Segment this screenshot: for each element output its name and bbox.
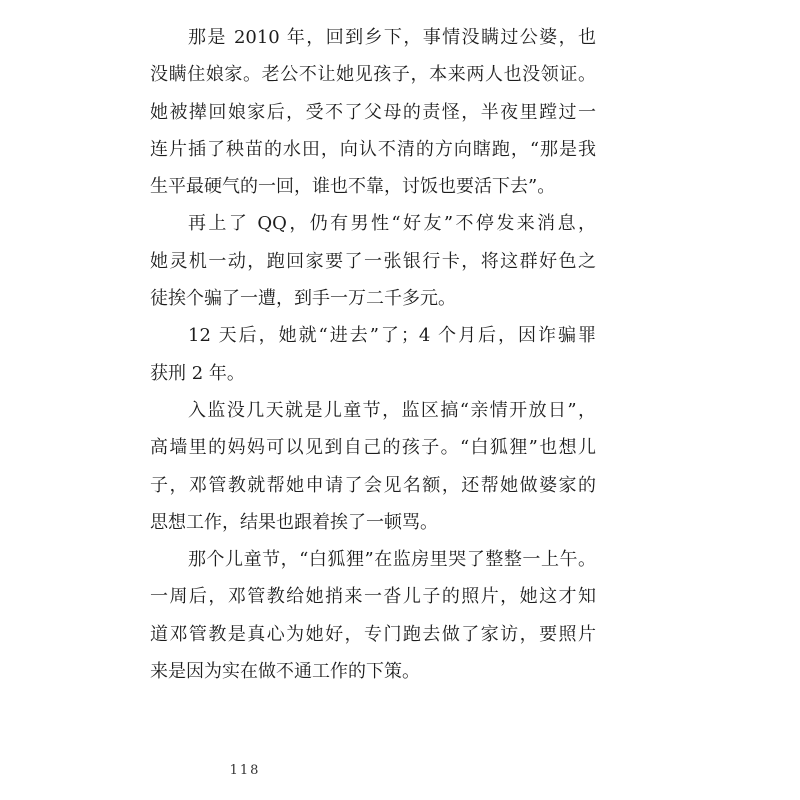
text-line: 一周后，邓管教给她捎来一沓儿子的照片，她这才知 xyxy=(150,586,596,608)
text-line: 生平最硬气的一回，谁也不靠，讨饭也要活下去”。 xyxy=(150,176,556,198)
text-line: 思想工作，结果也跟着挨了一顿骂。 xyxy=(150,511,438,533)
paragraph xyxy=(150,392,596,541)
text-line: 获刑 2 年。 xyxy=(150,362,245,384)
text-line: 徒挨个骗了一遭，到手一万二千多元。 xyxy=(150,288,456,310)
paragraph xyxy=(150,317,596,392)
text-line: 来是因为实在做不通工作的下策。 xyxy=(150,661,420,683)
paragraph xyxy=(150,205,596,317)
text-line: 她被撵回娘家后，受不了父母的责怪，半夜里蹚过一 xyxy=(150,101,596,123)
text-line: 再上了 QQ，仍有男性“好友”不停发来消息， xyxy=(188,213,596,235)
text-line: 入监没几天就是儿童节，监区搞“亲情开放日”， xyxy=(188,399,596,421)
page-number: 118 xyxy=(229,763,261,778)
text-line: 子，邓管教就帮她申请了会见名额，还帮她做婆家的 xyxy=(150,474,596,496)
text-line: 12 天后，她就“进去”了；4 个月后，因诈骗罪 xyxy=(188,325,596,347)
text-line: 连片插了秧苗的水田，向认不清的方向瞎跑，“那是我 xyxy=(150,138,596,160)
text-line: 高墙里的妈妈可以见到自己的孩子。“白狐狸”也想儿 xyxy=(150,437,596,459)
text-line: 那是 2010 年，回到乡下，事情没瞒过公婆，也 xyxy=(188,27,596,48)
body-text xyxy=(150,19,596,690)
text-line: 没瞒住娘家。老公不让她见孩子，本来两人也没领证。 xyxy=(150,64,596,86)
text-line: 她灵机一动，跑回家要了一张银行卡，将这群好色之 xyxy=(150,250,596,272)
text-line: 道邓管教是真心为她好，专门跑去做了家访，要照片 xyxy=(150,623,596,645)
text-line: 那个儿童节，“白狐狸”在监房里哭了整整一上午。 xyxy=(188,549,596,571)
paragraph xyxy=(150,541,596,690)
paragraph xyxy=(150,19,596,205)
